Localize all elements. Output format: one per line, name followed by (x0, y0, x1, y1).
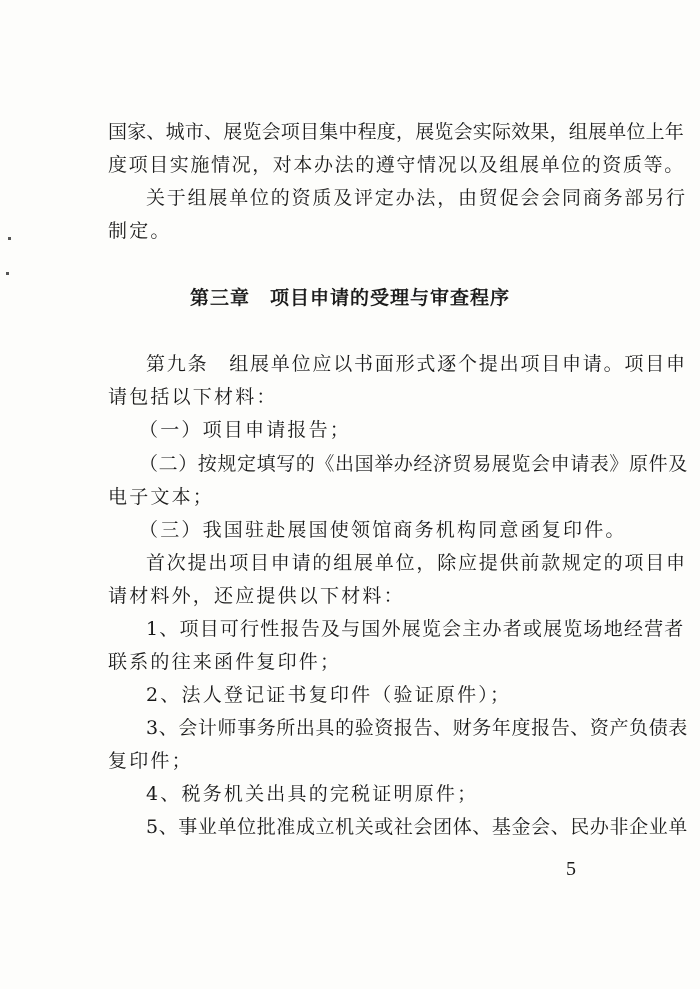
article-line: 2、法人登记证书复印件（验证原件）； (146, 684, 512, 706)
scan-mark (6, 272, 9, 275)
article-line: （一）项目申请报告； (139, 419, 352, 441)
article-line: 联系的往来函件复印件； (108, 651, 342, 673)
body-line: 国家、城市、展览会项目集中程度，展览会实际效果，组展单位上年 (108, 121, 685, 143)
article-line: （三）我国驻赴展国使领馆商务机构同意函复印件。 (139, 519, 627, 541)
body-line: 关于组展单位的资质及评定办法，由贸促会会同商务部另行 (146, 187, 687, 209)
article-line: 电子文本； (108, 486, 215, 508)
article-line: 请材料外，还应提供以下材料： (108, 585, 405, 607)
article-line: 首次提出项目申请的组展单位，除应提供前款规定的项目申 (146, 552, 687, 574)
article-line: 第九条 组展单位应以书面形式逐个提出项目申请。项目申 (146, 353, 687, 375)
article-line: 4、税务机关出具的完税证明原件； (146, 783, 479, 805)
article-line: 请包括以下材料： (108, 386, 278, 408)
page-number: 5 (566, 858, 576, 880)
body-line: 度项目实施情况，对本办法的遵守情况以及组展单位的资质等。 (108, 154, 685, 176)
chapter-heading: 第三章 项目申请的受理与审查程序 (189, 287, 510, 309)
article-line: 3、会计师事务所出具的验资报告、财务年度报告、资产负债表 (146, 717, 688, 739)
article-line: 1、项目可行性报告及与国外展览会主办者或展览场地经营者 (146, 618, 685, 640)
body-line: 制定。 (108, 220, 172, 242)
article-line: 5、事业单位批准成立机关或社会团体、基金会、民办非企业单 (146, 816, 688, 838)
scan-mark (8, 237, 11, 240)
article-line: 复印件； (108, 750, 193, 772)
article-line: （二）按规定填写的《出国举办经济贸易展览会申请表》原件及 (139, 453, 688, 475)
